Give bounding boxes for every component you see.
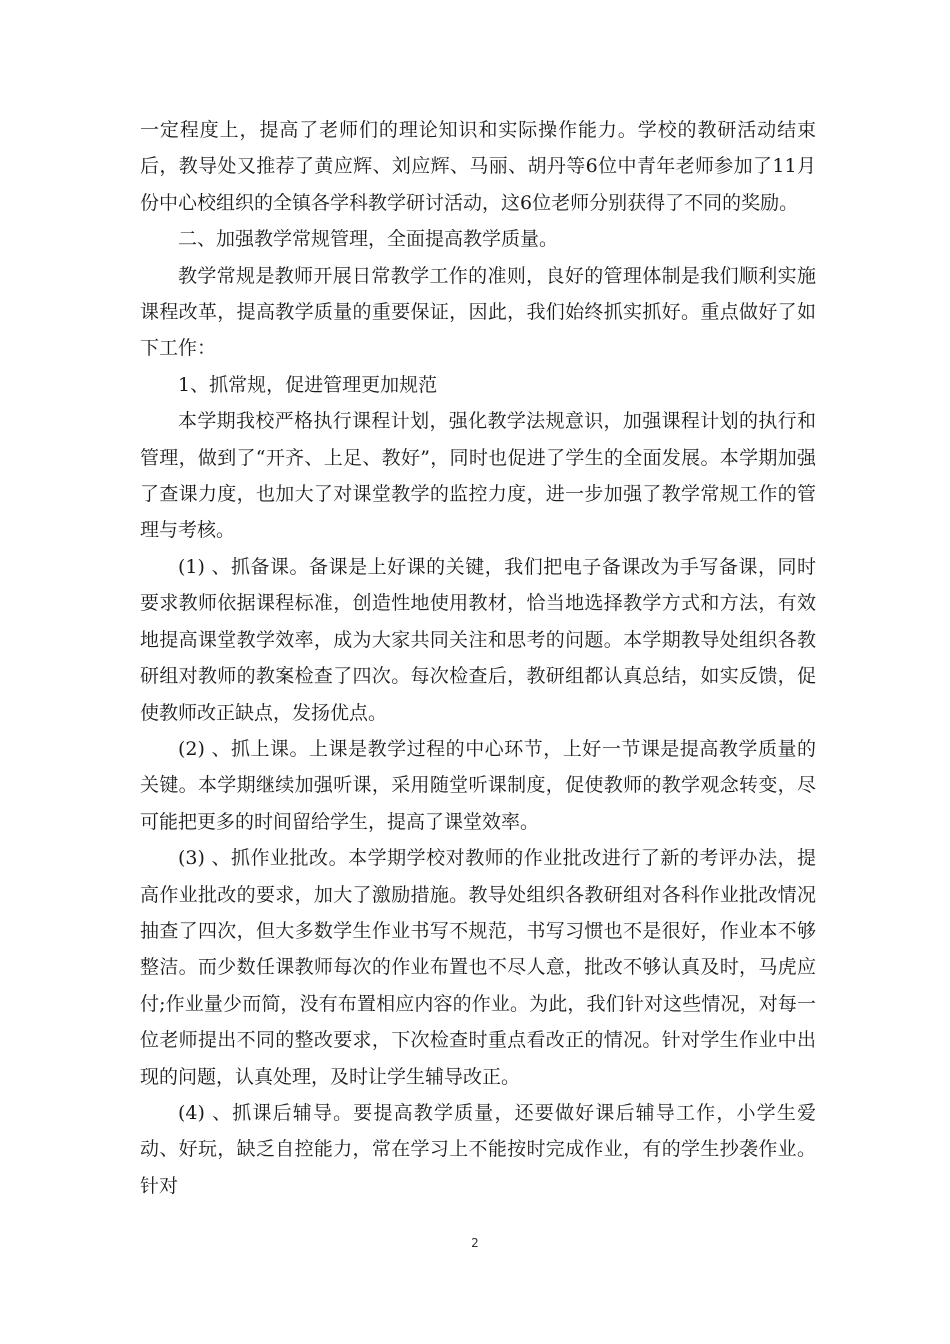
paragraph-item-4: (4) 、抓课后辅导。要提高教学质量，还要做好课后辅导工作，小学生爱动、好玩，缺乏自控能力，常在学习上不能按时完成作业，有的学生抄袭作业。针对 <box>140 1101 816 1197</box>
paragraph-1: 一定程度上，提高了老师们的理论知识和实际操作能力。学校的教研活动结束后，教导处又推荐了黄应辉、刘应辉、马丽、胡丹等6位中青年老师参加了11月份中心校组织的全镇各学科教学研讨活动，这6位老师分别获得了不同的奖励。 <box>140 119 816 214</box>
paragraph-item-3: (3) 、抓作业批改。本学期学校对教师的作业批改进行了新的考评办法，提高作业批改的要求，加大了激励措施。教导处组织各教研组对各科作业批改情况抽查了四次，但大多数学生作业书写不规范，书写习惯也不是很好，作业本不够整洁。而少数任课教师每次的作业布置也不尽人意，批改不够认真及时，马虎应付;作业量少而简，没有布置相应内容的作业。为此，我们针对这些情况，对每一位老师提出不同的整改要求，下次检查时重点看改正的情况。针对学生作业中出现的问题，认真处理，及时让学生辅导改正。 <box>140 847 816 1088</box>
paragraph-item-1: (1) 、抓备课。备课是上好课的关键，我们把电子备课改为手写备课，同时要求教师依据课程标准，创造性地使用教材，恰当地选择教学方式和方法，有效地提高课堂教学效率，成为大家共同关注和思考的问题。本学期教导处组织各教研组对教师的教案检查了四次。每次检查后，教研组都认真总结，如实反馈，促使教师改正缺点，发扬优点。 <box>140 555 816 724</box>
paragraph-item-2: (2) 、抓上课。上课是教学过程的中心环节，上好一节课是提高教学质量的关键。本学期继续加强听课，采用随堂听课制度，促使教师的教学观念转变，尽可能把更多的时间留给学生，提高了课堂效率。 <box>140 737 816 833</box>
paragraph-5: 本学期我校严格执行课程计划，强化教学法规意识，加强课程计划的执行和管理，做到了“开齐、上足、教好”，同时也促进了学生的全面发展。本学期加强了查课力度，也加大了对课堂教学的监控力度，进一步加强了教学常规工作的管理与考核。 <box>140 410 816 542</box>
paragraph-3: 教学常规是教师开展日常教学工作的准则，良好的管理体制是我们顺利实施课程改革，提高教学质量的重要保证，因此，我们始终抓实抓好。重点做好了如下工作： <box>140 264 816 360</box>
paragraph-heading-2: 二、加强教学常规管理，全面提高教学质量。 <box>178 228 559 251</box>
document-body <box>140 112 816 1204</box>
page-number: 2 <box>471 1236 479 1250</box>
paragraph-subheading-1: 1、抓常规，促进管理更加规范 <box>178 373 438 396</box>
